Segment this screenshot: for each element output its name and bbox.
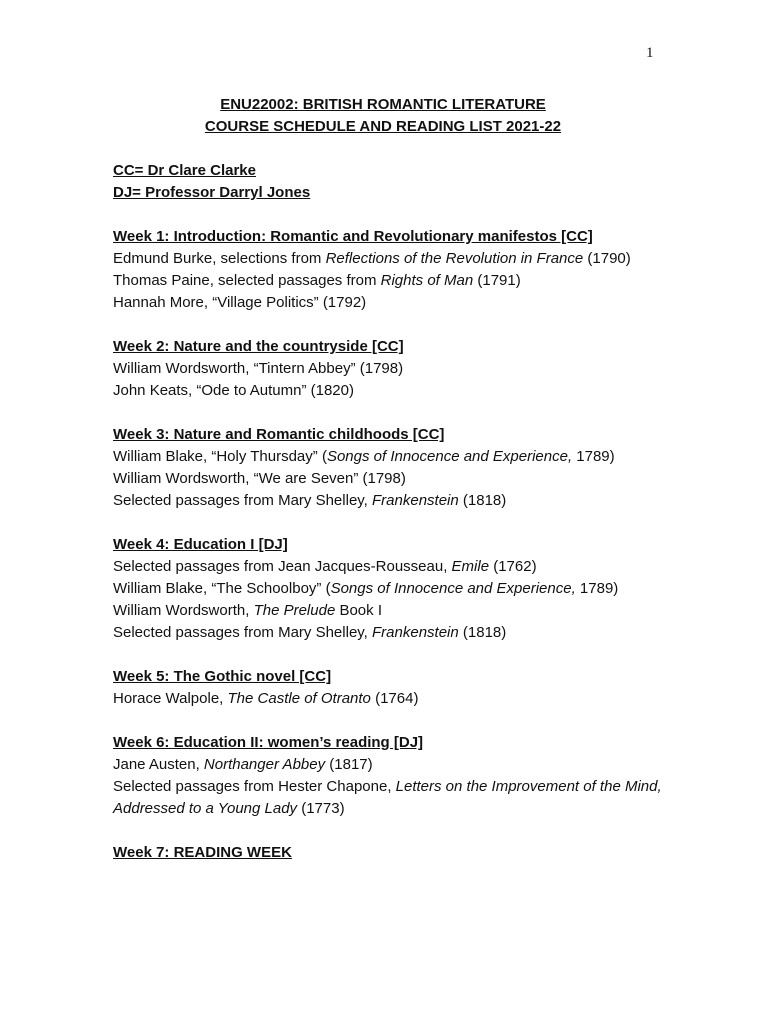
reading-suffix: 1789) — [572, 448, 615, 465]
week-heading: Week 3: Nature and Romantic childhoods [CC] — [113, 426, 445, 443]
week-heading: Week 6: Education II: women’s reading [DJ] — [113, 734, 424, 751]
reading-suffix: (1764) — [370, 690, 419, 707]
reading-suffix: (1818) — [458, 492, 507, 509]
reading-title: Frankenstein — [372, 492, 459, 509]
reading-title: Reflections of the Revolution in France — [325, 250, 584, 267]
reading-item — [113, 776, 673, 820]
week-heading: Week 5: The Gothic novel [CC] — [113, 668, 332, 685]
reading-title: Rights of Man — [380, 272, 474, 289]
reading-item — [113, 270, 673, 292]
reading-item — [113, 688, 673, 710]
reading-title: The Castle of Otranto — [227, 690, 371, 707]
reading-title: Songs of Innocence and Experience, — [326, 448, 573, 465]
reading-item — [113, 556, 673, 578]
week-section — [113, 424, 673, 512]
reading-title: Songs of Innocence and Experience, — [330, 580, 576, 597]
reading-item — [113, 248, 673, 270]
reading-title: Frankenstein — [372, 624, 459, 641]
week-heading: Week 4: Education I [DJ] — [113, 536, 288, 553]
reading-item — [113, 468, 673, 490]
reading-suffix: (1791) — [473, 272, 521, 289]
title-line-2: COURSE SCHEDULE AND READING LIST 2021-22 — [204, 118, 562, 135]
reading-suffix: (1762) — [489, 558, 537, 575]
reading-text: Selected passages from Mary Shelley, — [113, 492, 373, 509]
reading-suffix: (1773) — [297, 800, 345, 817]
reading-item — [113, 358, 673, 380]
reading-suffix: (1817) — [325, 756, 373, 773]
reading-text: Horace Walpole, — [113, 690, 228, 707]
week-heading: Week 2: Nature and the countryside [CC] — [113, 338, 404, 355]
reading-item — [113, 446, 673, 468]
staff-cc: CC= Dr Clare Clarke — [113, 162, 256, 179]
reading-item — [113, 380, 673, 402]
reading-text: Edmund Burke, selections from — [113, 250, 326, 267]
reading-text: William Blake, “Holy Thursday” ( — [113, 448, 327, 465]
reading-suffix: (1790) — [583, 250, 631, 267]
reading-title: Letters on the Improvement of the Mind, Addressed to a Young Lady — [113, 778, 662, 817]
weeks-list — [113, 226, 673, 864]
reading-text: William Wordsworth, — [113, 602, 254, 619]
week-section — [113, 666, 673, 710]
reading-text: Selected passages from Mary Shelley, — [113, 624, 373, 641]
title-line-1: ENU22002: BRITISH ROMANTIC LITERATURE — [220, 96, 546, 113]
reading-text: John Keats, “Ode to Autumn” (1820) — [113, 382, 354, 399]
reading-text: William Blake, “The Schoolboy” ( — [113, 580, 331, 597]
reading-title: Northanger Abbey — [203, 756, 326, 773]
reading-text: William Wordsworth, “Tintern Abbey” (1798) — [113, 360, 404, 377]
week-heading: Week 7: READING WEEK — [113, 844, 292, 861]
reading-title: The Prelude — [253, 602, 336, 619]
week-section — [113, 842, 673, 864]
reading-text: Selected passages from Jean Jacques-Rousseau, — [113, 558, 452, 575]
reading-item — [113, 490, 673, 512]
reading-title: Emile — [451, 558, 490, 575]
week-section — [113, 732, 673, 820]
reading-item — [113, 622, 673, 644]
reading-item — [113, 754, 673, 776]
week-heading: Week 1: Introduction: Romantic and Revolutionary manifestos [CC] — [113, 228, 593, 245]
reading-text: William Wordsworth, “We are Seven” (1798) — [113, 470, 406, 487]
staff-list — [113, 160, 673, 204]
reading-text: Jane Austen, — [113, 756, 204, 773]
staff-dj: DJ= Professor Darryl Jones — [113, 184, 311, 201]
reading-suffix: (1818) — [458, 624, 507, 641]
week-section — [113, 534, 673, 644]
reading-item — [113, 578, 673, 600]
reading-suffix: Book I — [335, 602, 382, 619]
reading-text: Thomas Paine, selected passages from — [113, 272, 381, 289]
reading-suffix: 1789) — [575, 580, 619, 597]
reading-item — [113, 600, 673, 622]
reading-text: Hannah More, “Village Politics” (1792) — [113, 294, 367, 311]
week-section — [113, 336, 673, 402]
reading-text: Selected passages from Hester Chapone, — [113, 778, 396, 795]
page-number: 1 — [646, 45, 654, 61]
document-title — [113, 94, 653, 138]
document-content — [113, 94, 673, 864]
reading-item — [113, 292, 673, 314]
week-section — [113, 226, 673, 314]
